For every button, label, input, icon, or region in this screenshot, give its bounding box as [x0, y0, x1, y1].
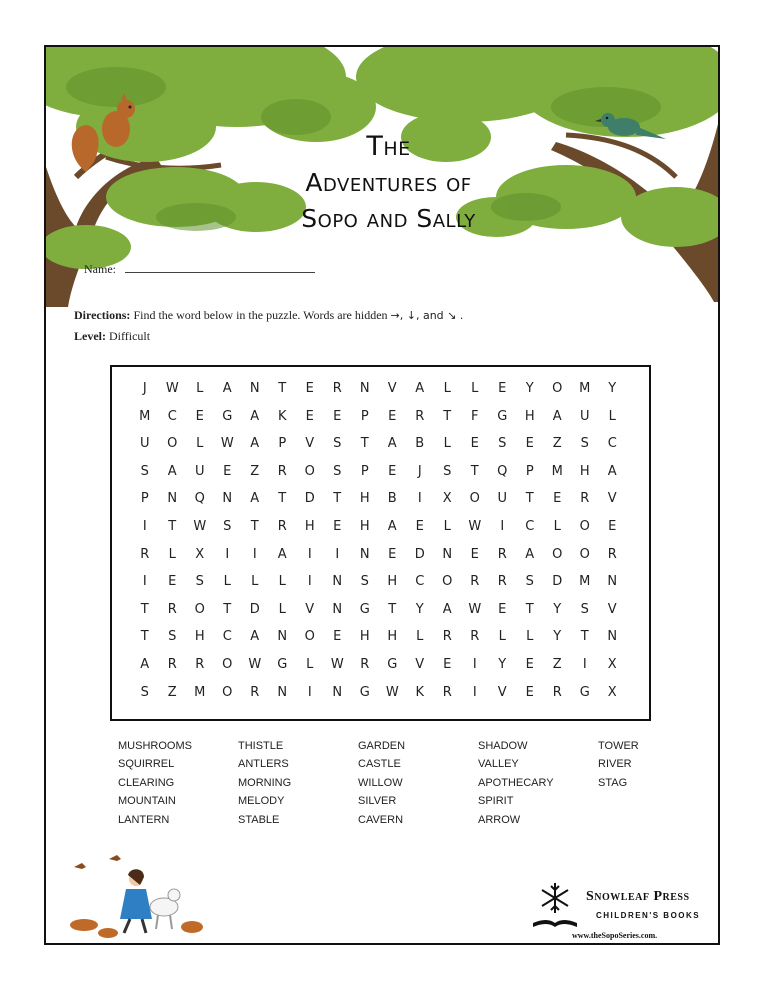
fox-icon — [70, 919, 203, 938]
grid-cell[interactable]: Z — [250, 463, 260, 479]
grid-cell[interactable]: I — [225, 546, 230, 562]
grid-cell[interactable]: R — [167, 601, 177, 617]
grid-cell[interactable]: H — [387, 574, 398, 590]
girl-and-animals-illustration — [54, 847, 204, 942]
grid-cell[interactable]: E — [498, 601, 507, 617]
grid-cell[interactable]: A — [552, 408, 562, 424]
grid-cell[interactable]: H — [524, 408, 535, 424]
grid-cell[interactable]: Y — [553, 601, 562, 617]
grid-cell[interactable]: L — [251, 574, 259, 590]
grid-cell[interactable]: T — [525, 491, 534, 507]
page-title — [246, 129, 531, 237]
grid-cell[interactable]: G — [387, 656, 398, 672]
grid-cell[interactable]: O — [222, 684, 233, 700]
grid-cell[interactable]: P — [140, 491, 149, 507]
level — [74, 329, 150, 344]
grid-cell[interactable]: Q — [194, 491, 205, 507]
word-list — [118, 737, 678, 829]
directions-arrows: →, ↓, and ↘ . — [390, 309, 464, 322]
grid-cell[interactable]: W — [220, 436, 234, 452]
grid-cell[interactable]: L — [443, 436, 451, 452]
grid-cell[interactable]: B — [415, 436, 425, 452]
grid-cell[interactable]: Y — [525, 381, 534, 396]
grid-cell[interactable]: E — [333, 629, 342, 645]
grid-cell[interactable]: R — [277, 463, 287, 479]
grid-cell[interactable]: E — [168, 574, 177, 590]
grid-cell[interactable]: A — [250, 629, 260, 645]
grid-cell[interactable]: N — [359, 546, 370, 562]
publisher-subtitle: CHILDREN'S BOOKS — [596, 911, 701, 920]
grid-cell[interactable]: G — [497, 408, 508, 424]
word-list-item: MOUNTAIN — [118, 795, 176, 808]
grid-cell[interactable]: I — [252, 546, 257, 562]
word-list-item: ARROW — [478, 813, 521, 826]
word-list-item: MUSHROOMS — [118, 740, 192, 752]
grid-cell[interactable]: R — [580, 491, 590, 507]
grid-cell[interactable]: N — [359, 381, 370, 396]
grid-cell[interactable]: O — [579, 518, 590, 534]
grid-cell[interactable]: Z — [552, 656, 562, 672]
grid-cell[interactable]: A — [222, 381, 232, 396]
grid-cell[interactable]: X — [442, 491, 452, 507]
grid-cell[interactable]: R — [195, 656, 205, 672]
directions-text: Find the word below in the puzzle. Words are hidden — [133, 308, 388, 322]
girl-icon — [120, 869, 152, 933]
grid-cell[interactable]: T — [470, 463, 479, 479]
grid-cell[interactable]: E — [415, 518, 424, 534]
grid-cell[interactable]: D — [304, 491, 315, 507]
grid-cell[interactable]: T — [168, 518, 177, 534]
grid-cell[interactable]: H — [194, 629, 205, 645]
grid-cell[interactable]: Y — [415, 601, 424, 617]
grid-cell[interactable]: N — [277, 629, 288, 645]
grid-cell[interactable]: E — [443, 656, 452, 672]
grid-cell[interactable]: A — [140, 656, 150, 672]
grid-cell[interactable]: V — [415, 656, 425, 672]
name-input-line[interactable] — [125, 262, 315, 273]
grid-cell[interactable]: S — [360, 574, 369, 590]
word-list-item: CAVERN — [358, 813, 404, 826]
grid-cell[interactable]: O — [222, 656, 233, 672]
grid-cell[interactable]: K — [277, 408, 287, 424]
word-list-item: GARDEN — [358, 740, 406, 752]
word-list-item: SPIRIT — [478, 795, 514, 808]
grid-cell[interactable]: R — [360, 656, 370, 672]
word-search-grid — [131, 375, 626, 706]
grid-cell[interactable]: N — [607, 629, 618, 645]
snowflake-book-icon — [530, 879, 580, 931]
publisher-logo — [530, 879, 710, 939]
grid-cell[interactable]: I — [472, 656, 477, 672]
grid-cell[interactable]: B — [387, 491, 397, 507]
word-list-item: STABLE — [238, 813, 280, 826]
grid-cell[interactable]: G — [579, 684, 590, 700]
grid-cell[interactable]: X — [607, 684, 617, 700]
grid-cell[interactable]: S — [140, 684, 149, 700]
grid-cell[interactable]: O — [552, 381, 563, 396]
grid-cell[interactable]: H — [387, 629, 398, 645]
grid-cell[interactable]: R — [332, 381, 342, 396]
title-line-1: The — [366, 131, 411, 162]
grid-cell[interactable]: H — [579, 463, 590, 479]
grid-cell[interactable]: T — [278, 491, 287, 507]
grid-cell[interactable]: S — [223, 518, 232, 534]
grid-cell[interactable]: N — [249, 381, 260, 396]
grid-cell[interactable]: I — [307, 574, 312, 590]
grid-cell[interactable]: L — [526, 629, 534, 645]
grid-cell[interactable]: S — [195, 574, 204, 590]
grid-cell[interactable]: C — [222, 629, 232, 645]
grid-cell[interactable]: M — [139, 408, 151, 424]
grid-cell[interactable]: C — [415, 574, 425, 590]
grid-cell[interactable]: I — [307, 684, 312, 700]
grid-cell[interactable]: S — [333, 463, 342, 479]
grid-cell[interactable]: E — [608, 518, 617, 534]
grid-cell[interactable]: T — [250, 518, 259, 534]
grid-cell[interactable]: C — [607, 436, 617, 452]
word-list-item: SQUIRREL — [118, 758, 175, 771]
grid-cell[interactable]: S — [580, 436, 589, 452]
grid-cell[interactable]: Y — [553, 629, 562, 645]
grid-cell[interactable]: O — [579, 546, 590, 562]
grid-cell[interactable]: A — [525, 546, 535, 562]
grid-cell[interactable]: N — [332, 574, 343, 590]
grid-cell[interactable]: A — [250, 491, 260, 507]
grid-cell[interactable]: O — [304, 463, 315, 479]
word-search-grid-box — [110, 365, 651, 721]
grid-cell[interactable]: E — [195, 408, 204, 424]
grid-cell[interactable]: R — [470, 574, 480, 590]
grid-cell[interactable]: L — [416, 629, 424, 645]
grid-cell[interactable]: R — [167, 656, 177, 672]
grid-cell[interactable]: J — [417, 463, 422, 479]
grid-cell[interactable]: I — [500, 518, 505, 534]
grid-cell[interactable]: W — [165, 381, 179, 396]
grid-cell[interactable]: V — [607, 601, 617, 617]
grid-cell[interactable]: L — [471, 381, 479, 396]
grid-cell[interactable]: N — [442, 546, 453, 562]
directions — [74, 308, 463, 323]
grid-cell[interactable]: P — [278, 436, 287, 452]
grid-cell[interactable]: H — [359, 518, 370, 534]
grid-cell[interactable]: L — [223, 574, 231, 590]
grid-cell[interactable]: M — [579, 574, 591, 590]
publisher-name: Snowleaf Press — [586, 889, 690, 904]
grid-cell[interactable]: I — [307, 546, 312, 562]
grid-cell[interactable]: L — [306, 656, 314, 672]
grid-cell[interactable]: G — [277, 656, 288, 672]
grid-cell[interactable]: S — [580, 601, 589, 617]
grid-cell[interactable]: H — [304, 518, 315, 534]
grid-cell[interactable]: E — [388, 463, 397, 479]
grid-cell[interactable]: D — [249, 601, 260, 617]
word-list-item: SILVER — [358, 795, 397, 808]
grid-cell[interactable]: I — [472, 684, 477, 700]
grid-cell[interactable]: T — [140, 629, 149, 645]
grid-cell[interactable]: E — [525, 436, 534, 452]
grid-cell[interactable]: M — [194, 684, 206, 700]
grid-cell[interactable]: E — [305, 381, 314, 396]
grid-cell[interactable]: S — [498, 436, 507, 452]
grid-cell[interactable]: L — [196, 436, 204, 452]
grid-cell[interactable]: R — [442, 629, 452, 645]
publisher-url[interactable]: www.theSopoSeries.com. — [572, 931, 658, 940]
grid-cell[interactable]: A — [387, 518, 397, 534]
grid-cell[interactable]: U — [194, 463, 205, 479]
grid-cell[interactable]: E — [553, 491, 562, 507]
grid-cell[interactable]: X — [607, 656, 617, 672]
word-list-item: MORNING — [238, 776, 292, 789]
word-list-item: VALLEY — [478, 758, 519, 771]
grid-cell[interactable]: I — [335, 546, 340, 562]
grid-cell[interactable]: V — [305, 436, 315, 452]
grid-cell[interactable]: R — [250, 684, 260, 700]
grid-cell[interactable]: I — [417, 491, 422, 507]
grid-cell[interactable]: E — [305, 408, 314, 424]
grid-cell[interactable]: O — [552, 546, 563, 562]
grid-cell[interactable]: T — [333, 491, 342, 507]
grid-cell[interactable]: F — [471, 408, 479, 424]
grid-cell[interactable]: I — [142, 518, 147, 534]
grid-cell[interactable]: P — [525, 463, 534, 479]
grid-cell[interactable]: L — [443, 518, 451, 534]
grid-cell[interactable]: T — [223, 601, 232, 617]
level-label: Level: — [74, 329, 106, 343]
grid-cell[interactable]: E — [223, 463, 232, 479]
grid-cell[interactable]: Q — [497, 463, 508, 479]
grid-cell[interactable]: C — [525, 518, 535, 534]
grid-cell[interactable]: L — [168, 546, 176, 562]
grid-cell[interactable]: T — [525, 601, 534, 617]
grid-cell[interactable]: M — [551, 463, 563, 479]
grid-cell[interactable]: V — [305, 601, 315, 617]
grid-cell[interactable]: A — [167, 463, 177, 479]
grid-cell[interactable]: S — [168, 629, 177, 645]
title-line-3: Sopo and Sally — [301, 204, 476, 233]
grid-cell[interactable]: T — [443, 408, 452, 424]
grid-cell[interactable]: A — [415, 381, 425, 396]
word-list-item: ANTLERS — [238, 758, 289, 771]
grid-cell[interactable]: U — [579, 408, 590, 424]
grid-cell[interactable]: L — [196, 381, 204, 396]
bird-icon — [74, 855, 121, 869]
grid-cell[interactable]: R — [442, 684, 452, 700]
grid-cell[interactable]: G — [359, 601, 370, 617]
word-list-item: THISTLE — [238, 740, 284, 752]
grid-cell[interactable]: V — [387, 381, 397, 396]
grid-cell[interactable]: R — [552, 684, 562, 700]
grid-cell[interactable]: T — [360, 436, 369, 452]
grid-cell[interactable]: L — [443, 381, 451, 396]
grid-cell[interactable]: Y — [498, 656, 507, 672]
grid-cell[interactable]: S — [525, 574, 534, 590]
grid-cell[interactable]: G — [222, 408, 233, 424]
grid-cell[interactable]: V — [497, 684, 507, 700]
grid-cell[interactable]: R — [607, 546, 617, 562]
grid-cell[interactable]: N — [277, 684, 288, 700]
grid-cell[interactable]: A — [442, 601, 452, 617]
grid-cell[interactable]: H — [359, 629, 370, 645]
grid-cell[interactable]: Z — [552, 436, 562, 452]
grid-cell[interactable]: S — [333, 436, 342, 452]
grid-cell[interactable]: R — [277, 518, 287, 534]
grid-cell[interactable]: Y — [608, 381, 617, 396]
grid-cell[interactable]: T — [388, 601, 397, 617]
grid-cell[interactable]: R — [497, 574, 507, 590]
title-line-2: Adventures of — [305, 168, 472, 197]
directions-label: Directions: — [74, 308, 131, 322]
grid-cell[interactable]: X — [195, 546, 205, 562]
grid-cell[interactable]: A — [250, 408, 260, 424]
grid-cell[interactable]: O — [304, 629, 315, 645]
grid-cell[interactable]: D — [414, 546, 425, 562]
grid-cell[interactable]: N — [332, 601, 343, 617]
word-list-item: LANTERN — [118, 813, 170, 826]
grid-cell[interactable]: T — [580, 629, 589, 645]
word-list-item: WILLOW — [358, 776, 403, 789]
word-list-item: CASTLE — [358, 758, 401, 771]
word-list-item: STAG — [598, 776, 628, 789]
grid-cell[interactable]: A — [607, 463, 617, 479]
grid-cell[interactable]: N — [607, 574, 618, 590]
grid-cell[interactable]: T — [140, 601, 149, 617]
grid-cell[interactable]: W — [248, 656, 262, 672]
grid-cell[interactable]: R — [470, 629, 480, 645]
grid-cell[interactable]: E — [470, 546, 479, 562]
grid-cell[interactable]: E — [498, 381, 507, 396]
grid-cell[interactable]: U — [139, 436, 150, 452]
grid-cell[interactable]: A — [387, 436, 397, 452]
grid-cell[interactable]: L — [278, 574, 286, 590]
grid-cell[interactable]: C — [167, 408, 177, 424]
grid-cell[interactable]: N — [222, 491, 233, 507]
grid-cell[interactable]: A — [277, 546, 287, 562]
worksheet-page — [44, 45, 720, 945]
grid-cell[interactable]: W — [330, 656, 344, 672]
grid-cell[interactable]: I — [582, 656, 587, 672]
grid-cell[interactable]: R — [415, 408, 425, 424]
grid-cell[interactable]: N — [167, 491, 178, 507]
grid-cell[interactable]: A — [250, 436, 260, 452]
grid-cell[interactable]: H — [359, 491, 370, 507]
grid-cell[interactable]: P — [360, 408, 369, 424]
grid-cell[interactable]: N — [332, 684, 343, 700]
grid-cell[interactable]: W — [468, 518, 482, 534]
grid-cell[interactable]: L — [278, 601, 286, 617]
grid-cell[interactable]: W — [385, 684, 399, 700]
word-list-item: RIVER — [598, 758, 632, 771]
grid-cell[interactable]: M — [579, 381, 591, 396]
grid-cell[interactable]: K — [415, 684, 425, 700]
grid-cell[interactable]: O — [469, 491, 480, 507]
grid-cell[interactable]: O — [194, 601, 205, 617]
word-list-item: MELODY — [238, 795, 285, 808]
grid-cell[interactable]: R — [497, 546, 507, 562]
name-field — [84, 262, 315, 277]
grid-cell[interactable]: E — [525, 656, 534, 672]
grid-cell[interactable]: S — [443, 463, 452, 479]
grid-cell[interactable]: E — [333, 518, 342, 534]
grid-cell[interactable]: D — [552, 574, 563, 590]
grid-cell[interactable]: L — [553, 518, 561, 534]
grid-cell[interactable]: E — [388, 408, 397, 424]
level-value: Difficult — [109, 329, 151, 343]
name-label: Name: — [84, 262, 116, 276]
grid-cell[interactable]: O — [167, 436, 178, 452]
grid-cell[interactable]: I — [142, 574, 147, 590]
grid-cell[interactable]: L — [498, 629, 506, 645]
word-list-item: APOTHECARY — [478, 776, 554, 789]
grid-cell[interactable]: E — [470, 436, 479, 452]
grid-cell[interactable]: Z — [167, 684, 177, 700]
word-list-item: TOWER — [598, 740, 639, 752]
grid-cell[interactable]: J — [142, 381, 147, 396]
word-list-item: CLEARING — [118, 776, 175, 789]
grid-cell[interactable]: E — [388, 546, 397, 562]
grid-cell[interactable]: R — [140, 546, 150, 562]
grid-cell[interactable]: P — [360, 463, 369, 479]
grid-cell[interactable]: U — [497, 491, 507, 507]
word-list-item: SHADOW — [478, 740, 528, 752]
grid-cell[interactable]: W — [193, 518, 207, 534]
grid-cell[interactable]: E — [333, 408, 342, 424]
grid-cell[interactable]: O — [442, 574, 453, 590]
grid-cell[interactable]: L — [608, 408, 616, 424]
grid-cell[interactable]: G — [359, 684, 370, 700]
grid-cell[interactable]: E — [525, 684, 534, 700]
grid-cell[interactable]: W — [468, 601, 482, 617]
grid-cell[interactable]: V — [607, 491, 617, 507]
grid-cell[interactable]: T — [278, 381, 287, 396]
goat-icon — [150, 889, 180, 929]
grid-cell[interactable]: S — [140, 463, 149, 479]
